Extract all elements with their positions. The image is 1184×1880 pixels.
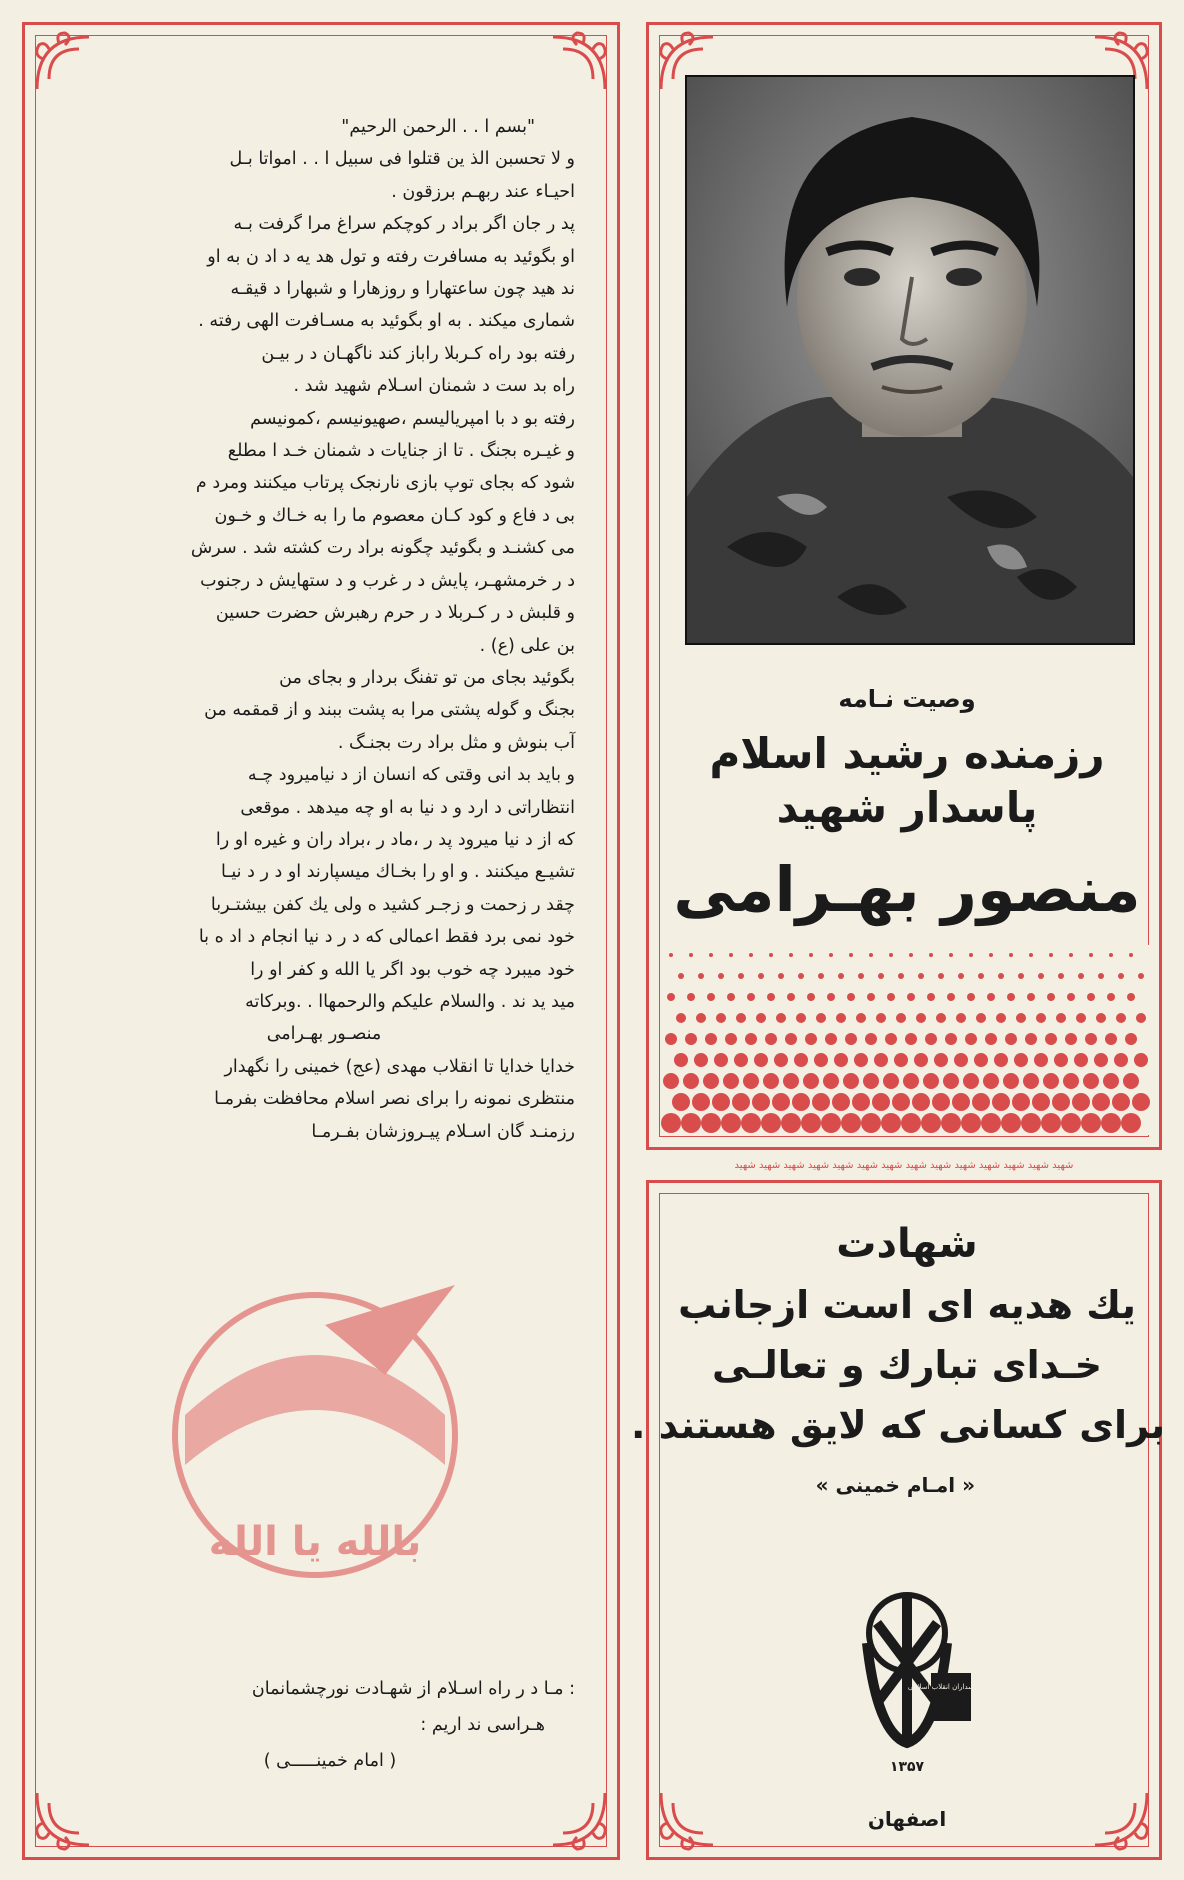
halftone-dot [1052,1093,1070,1111]
halftone-dot [792,1093,810,1111]
halftone-dot [983,1073,999,1089]
halftone-dot [925,1033,937,1045]
halftone-dots-decoration [665,945,1149,1135]
halftone-dot [1109,953,1113,957]
halftone-dot [687,993,695,1001]
testament-signature: منصـور بهـرامی [266,1024,382,1045]
halftone-dot [996,1013,1006,1023]
halftone-dot [929,953,933,957]
halftone-dot [958,973,964,979]
halftone-dot [1087,993,1095,1001]
halftone-dot [774,1053,788,1067]
halftone-dot [852,1093,870,1111]
halftone-dot [963,1073,979,1089]
halftone-dot [827,993,835,1001]
corner-ornament-icon [29,29,99,99]
halftone-dot [818,973,824,979]
halftone-dot [1083,1073,1099,1089]
testament-line: می کشنـد و بگوئید چگونه براد رت کشته شد . سرش [190,538,575,559]
halftone-dot [876,1013,886,1023]
portrait-photo [685,75,1135,645]
halftone-dot [696,1013,706,1023]
halftone-dot [776,1013,786,1023]
title-line: پاسدار شهید [776,783,1038,832]
closing-quote [85,1671,575,1779]
halftone-dot [878,973,884,979]
halftone-dot [1047,993,1055,1001]
halftone-dot [981,1113,1001,1133]
halftone-dot [707,993,715,1001]
halftone-dot [1101,1113,1121,1133]
halftone-dot [1009,953,1013,957]
halftone-dot [678,973,684,979]
halftone-dot [969,953,973,957]
halftone-dot [1121,1113,1141,1133]
halftone-dot [901,1113,921,1133]
halftone-dot [896,1013,906,1023]
testament-line: بی د فاع و کود کـان معصوم ما را به خـاك و خـون [214,505,575,526]
khomeini-quote [630,1213,1165,1497]
closing-line: : مـا د ر راه اسـلام از شهـادت نورچشمانمان [251,1679,575,1699]
testament-line: و باید بد انی وقتی که انسان از د نیامیرود چـه [247,765,575,786]
portrait-panel [646,22,1162,1150]
testament-line: راه بد ست د شمنان اسـلام شهید شد . [293,376,575,397]
halftone-dot [858,973,864,979]
title-line: رزمنده رشید اسلام [709,729,1105,778]
halftone-dot [943,1073,959,1089]
halftone-dot [1118,973,1124,979]
halftone-dot [854,1053,868,1067]
halftone-dot [703,1073,719,1089]
halftone-dot [892,1093,910,1111]
halftone-dot [1107,993,1115,1001]
testament-line: بگوئید بجای من تو تفنگ بردار و بجای من [279,667,575,688]
halftone-dot [718,973,724,979]
halftone-dot [1054,1053,1068,1067]
quote-attribution: « امـام خمینی » [815,1473,975,1497]
halftone-dot [956,1013,966,1023]
quote-heading: شهادت [836,1221,978,1267]
halftone-dot [954,1053,968,1067]
halftone-dot [1074,1053,1088,1067]
halftone-dot [989,953,993,957]
halftone-dot [834,1053,848,1067]
emblem-year: ۱۳۵۷ [889,1759,925,1775]
halftone-dot [672,1093,690,1111]
halftone-dot [676,1013,686,1023]
halftone-dot [1067,993,1075,1001]
halftone-dot [847,993,855,1001]
halftone-dot [1136,1013,1146,1023]
halftone-dot [781,1113,801,1133]
halftone-dot [1129,953,1133,957]
halftone-dot [843,1073,859,1089]
halftone-dot [1045,1033,1057,1045]
halftone-dot [763,1073,779,1089]
halftone-dot [761,1113,781,1133]
halftone-dot [845,1033,857,1045]
testament-line: احیـاء عند ربهـم برزقون . [391,181,575,202]
halftone-dot [1001,1113,1021,1133]
halftone-dot [1034,1053,1048,1067]
halftone-dot [849,953,853,957]
halftone-dot [1036,1013,1046,1023]
halftone-dot [1061,1113,1081,1133]
halftone-dot [923,1073,939,1089]
halftone-dot [665,1033,677,1045]
testament-line: شماری میکند . به او بگوئید به مسـافرت الهی رفته . [198,311,575,332]
halftone-dot [743,1073,759,1089]
halftone-dot [1123,1073,1139,1089]
halftone-dot [1127,993,1135,1001]
halftone-dot [765,1033,777,1045]
halftone-dot [669,953,673,957]
halftone-dot [1021,1113,1041,1133]
halftone-dot [689,953,693,957]
halftone-dot [987,993,995,1001]
stamp-text: بالله یا الله [208,1519,422,1565]
halftone-dot [887,993,895,1001]
halftone-dot [794,1053,808,1067]
quote-line: یك هدیه ای است ازجانب [678,1283,1136,1327]
testament-line: رفته بو د با امپریالیسم ،صهیونیسم ،کمونیسم [250,408,575,429]
testament-line: و قلبش د ر کـربلا د ر حرم رهبرش حضرت حسین [215,603,575,624]
halftone-dot [965,1033,977,1045]
halftone-dot [872,1093,890,1111]
quote-line: برای کسانی که لایق هستند . [630,1403,1165,1447]
halftone-dot [727,993,735,1001]
halftone-dot [681,1113,701,1133]
halftone-dot [832,1093,850,1111]
halftone-dot [1125,1033,1137,1045]
quote-line: خـدای تبارك و تعالـی [712,1343,1102,1387]
halftone-dot [1105,1033,1117,1045]
corner-ornament-icon [543,1783,613,1853]
halftone-dot [1089,953,1093,957]
halftone-dot [1043,1073,1059,1089]
halftone-dot [974,1053,988,1067]
halftone-dot [1081,1113,1101,1133]
testament-text [73,111,575,1148]
halftone-dot [1058,973,1064,979]
halftone-dot [749,953,753,957]
halftone-dot [809,953,813,957]
halftone-dot [985,1033,997,1045]
halftone-dot [701,1113,721,1133]
halftone-dot [967,993,975,1001]
halftone-dot [729,953,733,957]
halftone-dot [998,973,1004,979]
halftone-dot [803,1073,819,1089]
halftone-dot [807,993,815,1001]
subtitle: وصیت نـامه [838,685,976,713]
halftone-dot [1069,953,1073,957]
halftone-dot [932,1093,950,1111]
halftone-dot [1132,1093,1150,1111]
testament-line: "بسم ا . . الرحمن الرحیم" [341,117,535,137]
halftone-dot [723,1073,739,1089]
closing-line: هـراسی ند اریم : [420,1715,545,1735]
testament-line: که از د نیا میرود پد ر ،ماد ر ،براد ران و غیره او را [215,829,575,850]
halftone-dot [916,1013,926,1023]
halftone-dot [874,1053,888,1067]
halftone-dot [1085,1033,1097,1045]
halftone-dot [863,1073,879,1089]
halftone-dot [945,1033,957,1045]
halftone-dot [1103,1073,1119,1089]
halftone-dot [1092,1093,1110,1111]
halftone-dot [829,953,833,957]
testament-line: بجنگ و گوله پشتی مرا به پشت ببند و از قمقمه من [204,700,575,721]
halftone-dot [1065,1033,1077,1045]
halftone-dot [1049,953,1053,957]
halftone-dot [889,953,893,957]
halftone-dot [978,973,984,979]
halftone-dot [934,1053,948,1067]
halftone-dot [909,953,913,957]
halftone-dot [894,1053,908,1067]
halftone-dot [1114,1053,1128,1067]
halftone-dot [683,1073,699,1089]
halftone-dot [921,1113,941,1133]
halftone-dot [1023,1073,1039,1089]
halftone-dot [1134,1053,1148,1067]
halftone-dot [1138,973,1144,979]
halftone-dot [976,1013,986,1023]
irgc-emblem-icon [837,1583,995,1783]
halftone-dot [767,993,775,1001]
quote-panel [630,1180,1165,1860]
testament-line: انتظاراتی د ارد و د نیا به او چه میدهد . موقعی [240,797,575,818]
testament-line: تشیـع میکنند . و او را بخـاك میسپارند او د ر د نیـا [220,862,575,883]
halftone-dot [674,1053,688,1067]
testament-line: آب بنوش و مثل براد رت بجنـگ . [337,732,575,753]
halftone-dot [838,973,844,979]
halftone-dot [705,1033,717,1045]
halftone-dot [867,993,875,1001]
halftone-dot [758,973,764,979]
halftone-dot [1094,1053,1108,1067]
testament-line: رزمنـد گان اسـلام پیـروزشان بفـرمـا [311,1121,575,1142]
martyr-strip: شهید شهید شهید شهید شهید شهید شهید شهید شهید شهید شهید شهید شهید شهید [734,1160,1074,1171]
halftone-dot [1098,973,1104,979]
halftone-dot [1096,1013,1106,1023]
corner-ornament-icon [29,1783,99,1853]
testament-line: خود میبرد چه خوب بود اگر یا الله و کفر او را [250,959,575,980]
halftone-dot [814,1053,828,1067]
halftone-dot [1012,1093,1030,1111]
halftone-dot [1016,1013,1026,1023]
halftone-dot [738,973,744,979]
halftone-dot [754,1053,768,1067]
halftone-dot [785,1033,797,1045]
halftone-dot [994,1053,1008,1067]
halftone-dot [783,1073,799,1089]
halftone-dot [1032,1093,1050,1111]
halftone-dot [936,1013,946,1023]
testament-line: پد ر جان اگر براد ر کوچکم سراغ مرا گرفت بـه [233,214,575,235]
emblem-text: سپاه پاسداران انقلاب اسلامی [907,1683,995,1691]
halftone-dot [918,973,924,979]
testament-panel [22,22,620,1860]
halftone-dot [1014,1053,1028,1067]
halftone-dot [885,1033,897,1045]
halftone-dot [787,993,795,1001]
halftone-dot [869,953,873,957]
halftone-dot [716,1013,726,1023]
halftone-dot [952,1093,970,1111]
halftone-dot [661,1113,681,1133]
testament-line: ند هید چون ساعتهارا و روزهارا و شبهارا د قیقـه [230,279,575,300]
halftone-dot [816,1013,826,1023]
halftone-dot [736,1013,746,1023]
testament-line: د ر خرمشهـر، پایش د ر غرب و د ستهایش د رجنوب [200,570,575,591]
halftone-dot [805,1033,817,1045]
halftone-dot [841,1113,861,1133]
halftone-dot [732,1093,750,1111]
city-label: اصفهان [867,1807,947,1831]
portrait-illustration [687,77,1133,643]
halftone-dot [778,973,784,979]
testament-line: بن علی (ع) . [479,635,575,656]
halftone-dot [663,1073,679,1089]
halftone-dot [907,993,915,1001]
halftone-dot [1063,1073,1079,1089]
halftone-dot [1056,1013,1066,1023]
testament-line: او بگوئید به مسافرت رفته و تول هد یه د اد ن به او [207,246,575,267]
testament-line: خود نمی برد فقط اعمالی که د ر د نیا انجام د اد ه با [198,927,575,948]
martyr-name: منصور بهـرامی [673,853,1141,926]
halftone-dot [825,1033,837,1045]
halftone-dot [667,993,675,1001]
testament-line: منتظری نمونه را برای نصر اسلام محافظت بفرمـا [214,1089,575,1110]
halftone-dot [1112,1093,1130,1111]
halftone-dot [905,1033,917,1045]
halftone-dot [903,1073,919,1089]
halftone-dot [1116,1013,1126,1023]
halftone-dot [856,1013,866,1023]
halftone-dot [912,1093,930,1111]
halftone-dot [914,1053,928,1067]
testament-line: و لا تحسبن الذ ین قتلوا فی سبیل ا . . امواتا بـل [229,149,575,170]
halftone-dot [947,993,955,1001]
halftone-dot [709,953,713,957]
halftone-dot [752,1093,770,1111]
halftone-dot [741,1113,761,1133]
halftone-dot [836,1013,846,1023]
halftone-dot [756,1013,766,1023]
halftone-dot [769,953,773,957]
red-stamp-icon [165,1265,465,1585]
corner-ornament-icon [543,29,613,99]
halftone-dot [883,1073,899,1089]
testament-line: رفته بود راه کـربلا راباز کند ناگهـان د ر بیـن [261,343,575,364]
halftone-dot [821,1113,841,1133]
testament-line: خدایا خدایا تا انقلاب مهدی (عج) خمینی را نگهدار [224,1056,575,1077]
halftone-dot [745,1033,757,1045]
halftone-dot [772,1093,790,1111]
halftone-dot [1025,1033,1037,1045]
halftone-dot [1038,973,1044,979]
halftone-dot [1005,1033,1017,1045]
halftone-dot [725,1033,737,1045]
title-block [669,685,1145,933]
halftone-dot [881,1113,901,1133]
halftone-dot [721,1113,741,1133]
halftone-dot [747,993,755,1001]
halftone-dot [972,1093,990,1111]
halftone-dot [927,993,935,1001]
halftone-dot [796,1013,806,1023]
halftone-dot [961,1113,981,1133]
halftone-dot [694,1053,708,1067]
halftone-dot [1027,993,1035,1001]
halftone-dot [1029,953,1033,957]
halftone-dot [789,953,793,957]
halftone-dot [685,1033,697,1045]
halftone-dot [1007,993,1015,1001]
halftone-dot [865,1033,877,1045]
halftone-dot [1003,1073,1019,1089]
halftone-dot [712,1093,730,1111]
halftone-dot [692,1093,710,1111]
halftone-dot [1072,1093,1090,1111]
halftone-dot [1076,1013,1086,1023]
halftone-dot [861,1113,881,1133]
halftone-dot [898,973,904,979]
halftone-dot [823,1073,839,1089]
halftone-dot [938,973,944,979]
halftone-dot [698,973,704,979]
halftone-dot [1041,1113,1061,1133]
halftone-dot [992,1093,1010,1111]
halftone-dot [1078,973,1084,979]
halftone-dot [941,1113,961,1133]
closing-attribution: ( امام خمینـــــی ) [263,1751,397,1771]
halftone-dot [734,1053,748,1067]
halftone-dot [949,953,953,957]
halftone-dot [801,1113,821,1133]
testament-line: و غیـره بجنگ . تا از جنایات د شمنان خـد ا مطلع [227,441,575,462]
halftone-dot [1018,973,1024,979]
testament-line: چقد ر زحمت و زجـر کشید ه ولی یك کفن بیشتـربا [210,894,575,915]
halftone-dot [798,973,804,979]
testament-line: مید ید ند . والسلام علیکم والرحمهاا . .وبرکاته [245,991,575,1012]
halftone-dot [714,1053,728,1067]
testament-line: شود که بجای توپ بازی نارنجک پرتاب میکنند ومرد م [195,473,575,494]
halftone-dot [812,1093,830,1111]
